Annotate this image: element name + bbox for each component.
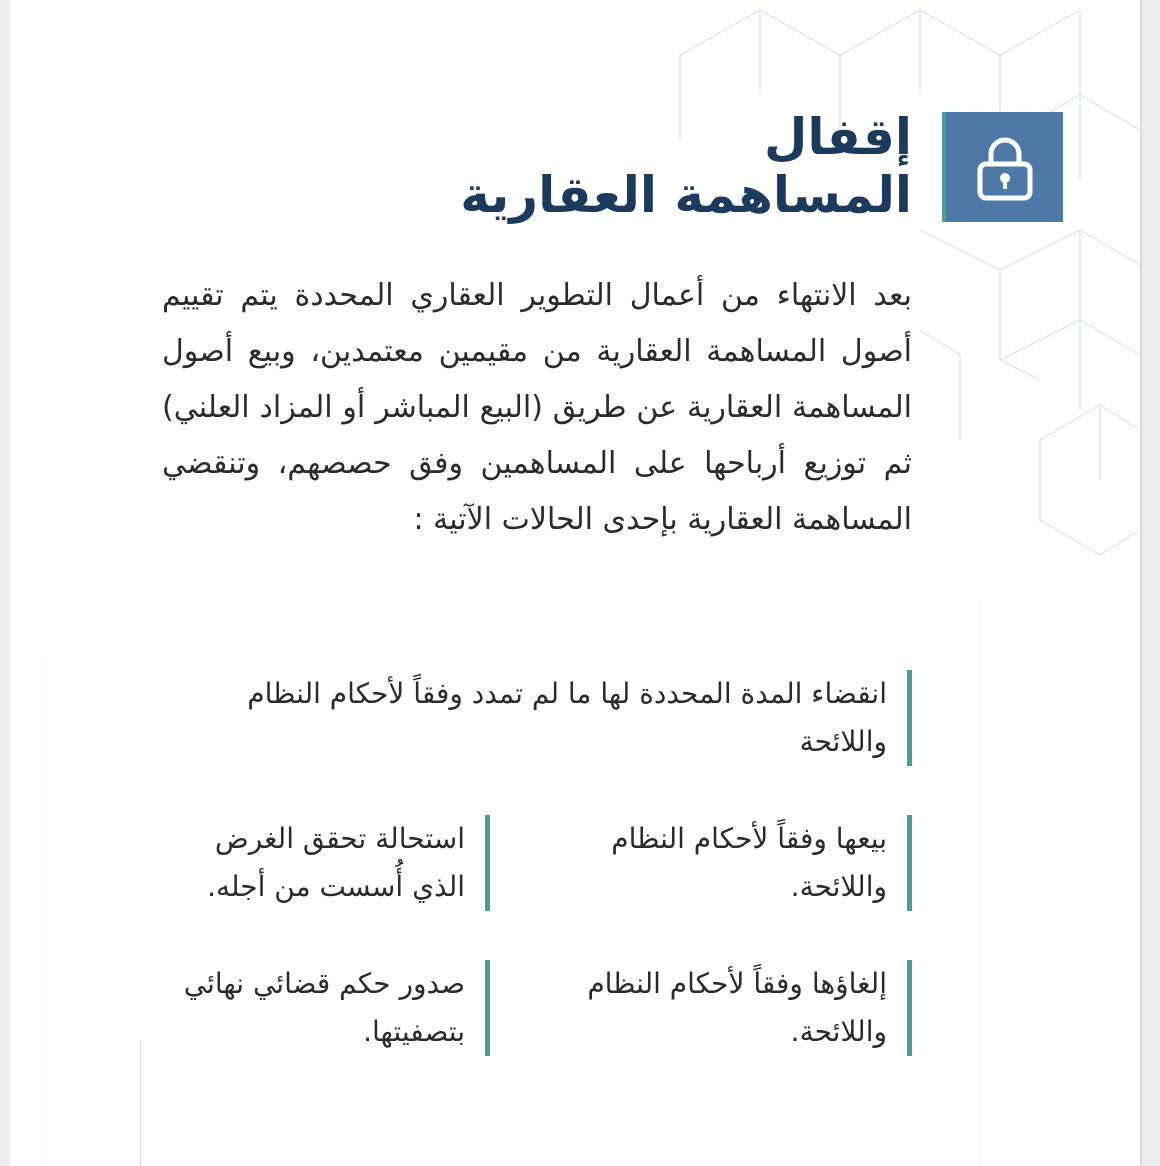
case-text-3: استحالة تحقق الغرض الذي أُسست من أجله. <box>207 822 465 903</box>
divider-left <box>140 1040 141 1166</box>
page-title <box>352 108 912 224</box>
case-item-4 <box>587 960 912 1056</box>
title-line-1: إقفال <box>763 108 912 166</box>
case-text-5: صدور حكم قضائي نهائي بتصفيتها. <box>183 967 465 1048</box>
case-item-1 <box>167 670 912 766</box>
intro-paragraph: بعد الانتهاء من أعمال التطوير العقاري المحددة يتم تقييم أصول المساهمة العقارية من مقيمين معتمدين، وبيع أصول المساهمة العقارية عن طريق (البيع المباشر أو المزاد العلني) ثم توزيع أرباحها على المساهمين وفق حصصهم، وتنقضي المساهمة العقارية بإحدى الحالات الآتية : <box>162 278 912 537</box>
lock-badge <box>942 112 1063 222</box>
title-line-2: المساهمة العقارية <box>460 166 912 224</box>
lock-icon <box>976 136 1034 202</box>
case-item-5 <box>165 960 490 1056</box>
case-text-2: بيعها وفقاً لأحكام النظام واللائحة. <box>611 822 887 903</box>
case-item-2 <box>587 815 912 911</box>
case-text-4: إلغاؤها وفقاً لأحكام النظام واللائحة. <box>587 967 887 1048</box>
case-text-1: انقضاء المدة المحددة لها ما لم تمدد وفقاً لأحكام النظام واللائحة <box>247 677 887 758</box>
case-item-3 <box>165 815 490 911</box>
